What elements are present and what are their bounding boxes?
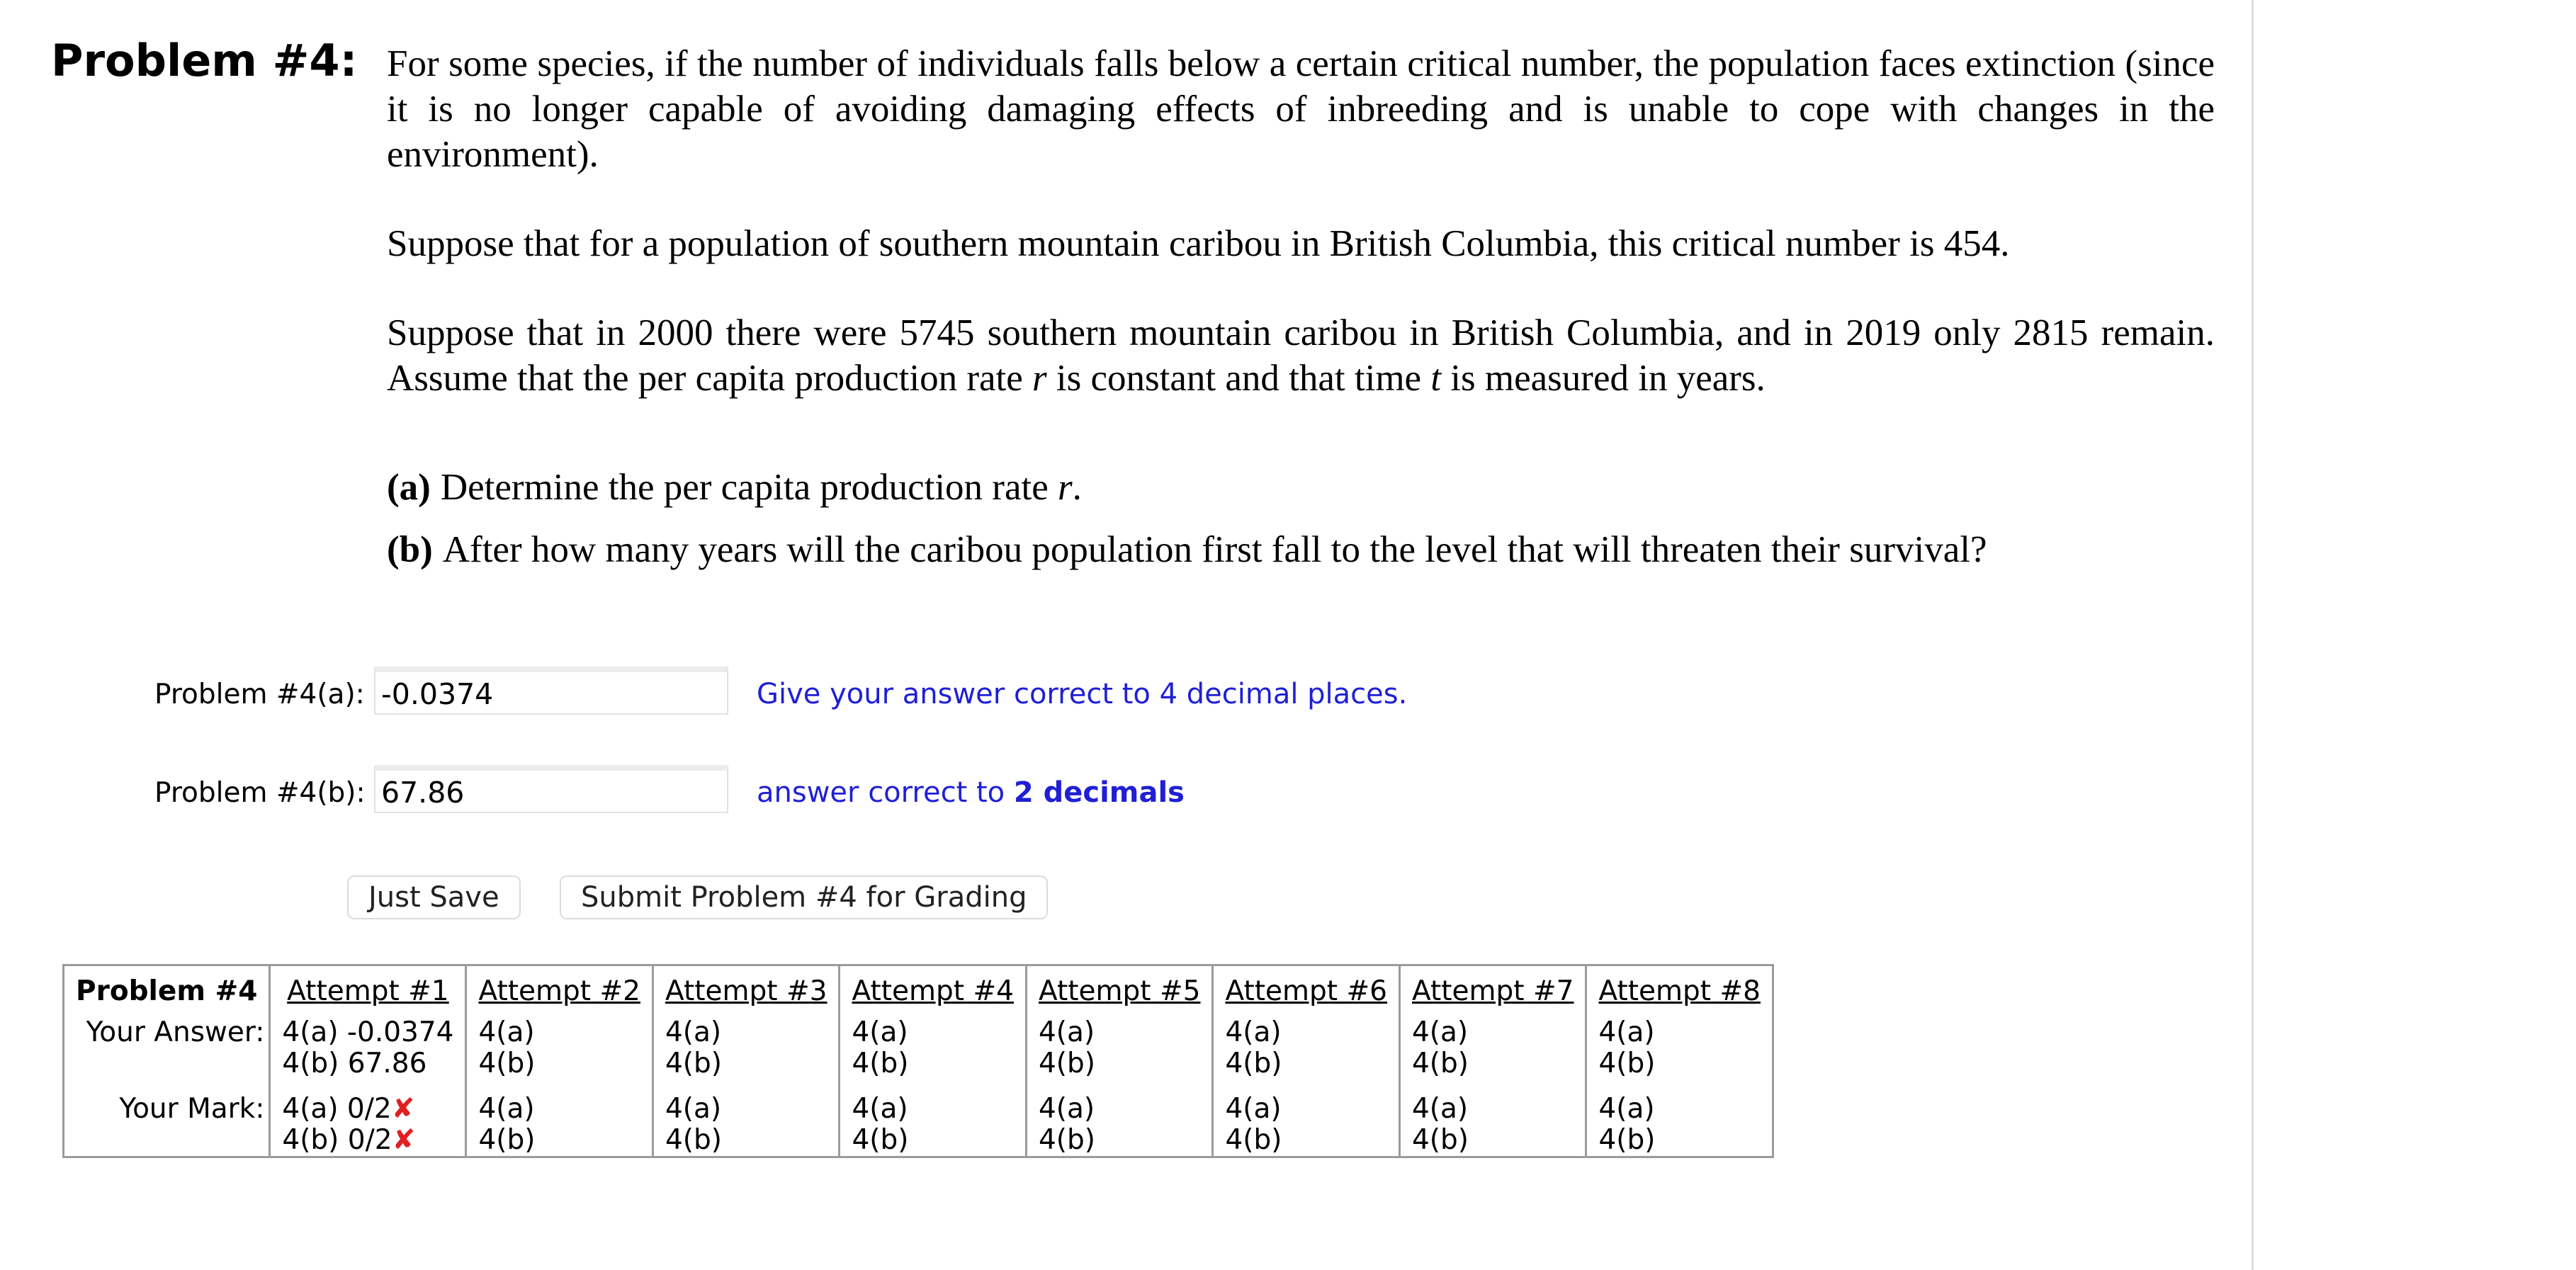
part-a-label: (a): [387, 467, 431, 508]
part-b-text: After how many years will the caribou population first fall to the level that will threaten their survival?: [442, 529, 1987, 570]
attempt-mark-a: 4(a): [1598, 1093, 1655, 1125]
just-save-button[interactable]: Just Save: [347, 875, 521, 919]
attempt-answer-a: 4(a): [478, 1016, 535, 1048]
attempt-mark-a: 4(a): [1038, 1093, 1095, 1125]
answer-b-hint-text: answer correct to: [757, 776, 1005, 809]
part-b-label: (b): [387, 529, 433, 570]
attempt-2-mark: [466, 1079, 653, 1157]
incorrect-cross-icon: ✘: [392, 1124, 416, 1156]
attempt-answer-a: 4(a): [1225, 1016, 1282, 1048]
attempt-mark-b: 4(b): [1411, 1124, 1469, 1156]
attempt-7-answer: [1399, 1017, 1586, 1079]
attempt-3-mark: [653, 1079, 840, 1157]
attempt-mark-a: 4(a): [1411, 1093, 1469, 1125]
attempt-answer-a: 4(a): [852, 1016, 908, 1048]
mark-b-text: 4(b) 0/2: [282, 1124, 392, 1156]
attempt-7-mark: [1399, 1079, 1586, 1157]
part-b-question: [387, 527, 1987, 572]
attempt-8-answer: [1586, 1017, 1773, 1079]
part-a-text: Determine the per capita production rate: [440, 467, 1049, 508]
attempt-6-mark: [1213, 1079, 1400, 1157]
attempt-5-header: Attempt #5: [1026, 965, 1213, 1018]
answer-b-hint-bold: 2 decimals: [1013, 776, 1185, 809]
attempt-2-answer: [466, 1017, 653, 1079]
your-mark-row: [64, 1079, 1773, 1157]
problem-paragraph-3: [387, 310, 2215, 401]
attempt-answer-b: 4(b): [852, 1048, 909, 1079]
paragraph-3-mid: is constant and that time: [1056, 358, 1422, 399]
attempts-header-row: [64, 965, 1773, 1018]
attempt-answer-a: 4(a): [1598, 1016, 1655, 1048]
attempt-1-header: Attempt #1: [270, 965, 466, 1018]
mark-a-text: 4(a) 0/2: [282, 1093, 392, 1125]
answer-b-label: Problem #4(b):: [154, 777, 366, 809]
attempt-8-mark: [1586, 1079, 1773, 1157]
part-a-question: [387, 465, 1082, 510]
attempt-answer-a: 4(a): [1038, 1016, 1095, 1048]
attempt-answer-b: 4(b): [1225, 1048, 1282, 1079]
answer-a-hint: Give your answer correct to 4 decimal places.: [757, 678, 1408, 710]
attempt-1-answer-b: 4(b) 67.86: [282, 1048, 427, 1079]
attempt-7-header: Attempt #7: [1399, 965, 1586, 1018]
attempt-answer-a: 4(a): [665, 1016, 722, 1048]
attempt-mark-a: 4(a): [1225, 1093, 1282, 1125]
attempt-answer-b: 4(b): [1598, 1048, 1656, 1079]
your-answer-label: Your Answer:: [86, 1016, 265, 1048]
attempt-6-answer: [1213, 1017, 1400, 1079]
submit-grading-button[interactable]: Submit Problem #4 for Grading: [560, 875, 1048, 919]
answer-a-input[interactable]: [374, 667, 728, 715]
attempt-mark-a: 4(a): [852, 1093, 908, 1125]
part-a-period: .: [1072, 467, 1082, 508]
attempt-mark-b: 4(b): [852, 1124, 909, 1156]
attempt-mark-b: 4(b): [1038, 1124, 1095, 1156]
part-a-variable: r: [1057, 467, 1073, 508]
your-answer-row: [64, 1017, 1773, 1079]
attempt-answer-a: 4(a): [1411, 1016, 1469, 1048]
variable-t: t: [1430, 358, 1442, 399]
problem-title: Problem #4:: [51, 35, 358, 86]
attempt-mark-a: 4(a): [665, 1093, 722, 1125]
attempt-1-mark: [270, 1079, 466, 1157]
attempt-4-answer: [840, 1017, 1027, 1079]
attempt-8-header: Attempt #8: [1586, 965, 1773, 1018]
attempt-answer-b: 4(b): [478, 1048, 536, 1079]
attempt-5-answer: [1026, 1017, 1213, 1079]
page-right-border: [2252, 0, 2254, 1270]
attempt-3-answer: [653, 1017, 840, 1079]
attempt-mark-a: 4(a): [478, 1093, 535, 1125]
paragraph-3-end: is measured in years.: [1450, 358, 1766, 399]
attempts-table: [62, 964, 1774, 1158]
attempt-mark-b: 4(b): [478, 1124, 536, 1156]
attempt-mark-b: 4(b): [665, 1124, 722, 1156]
attempt-1-answer-a: 4(a) -0.0374: [282, 1016, 454, 1048]
your-mark-label: Your Mark:: [119, 1093, 265, 1125]
problem-paragraph-1: For some species, if the number of individuals falls below a certain critical number, the population faces extinction (since it is no longer capable of avoiding damaging effects of inbreeding and is unable to cope with changes in the environment).: [387, 43, 2215, 175]
attempt-1-mark-a: [282, 1094, 453, 1125]
problem-paragraph-2: Suppose that for a population of southern mountain caribou in British Columbia, this critical number is 454.: [387, 223, 2010, 264]
attempt-answer-b: 4(b): [665, 1048, 722, 1079]
answer-b-input[interactable]: [374, 765, 728, 813]
incorrect-cross-icon: ✘: [391, 1093, 415, 1125]
attempt-2-header: Attempt #2: [466, 965, 653, 1018]
attempts-table-header: Problem #4: [76, 975, 258, 1007]
variable-r: r: [1032, 358, 1047, 399]
attempt-4-mark: [840, 1079, 1027, 1157]
answer-a-label: Problem #4(a):: [154, 679, 365, 710]
attempt-answer-b: 4(b): [1038, 1048, 1095, 1079]
attempt-mark-b: 4(b): [1225, 1124, 1282, 1156]
answer-b-hint: [757, 776, 1185, 809]
attempt-1-answer: [270, 1017, 466, 1079]
attempt-1-mark-b: [282, 1125, 453, 1156]
paragraph-3-text: Suppose that in 2000 there were 5745 southern mountain caribou in British Columbia, and in 2019 only 2815 remain. Assume that the per capita production rate: [387, 312, 2215, 399]
attempt-mark-b: 4(b): [1598, 1124, 1656, 1156]
attempt-3-header: Attempt #3: [653, 965, 840, 1018]
attempt-4-header: Attempt #4: [840, 965, 1027, 1018]
attempt-6-header: Attempt #6: [1213, 965, 1400, 1018]
attempt-answer-b: 4(b): [1411, 1048, 1469, 1079]
attempt-5-mark: [1026, 1079, 1213, 1157]
